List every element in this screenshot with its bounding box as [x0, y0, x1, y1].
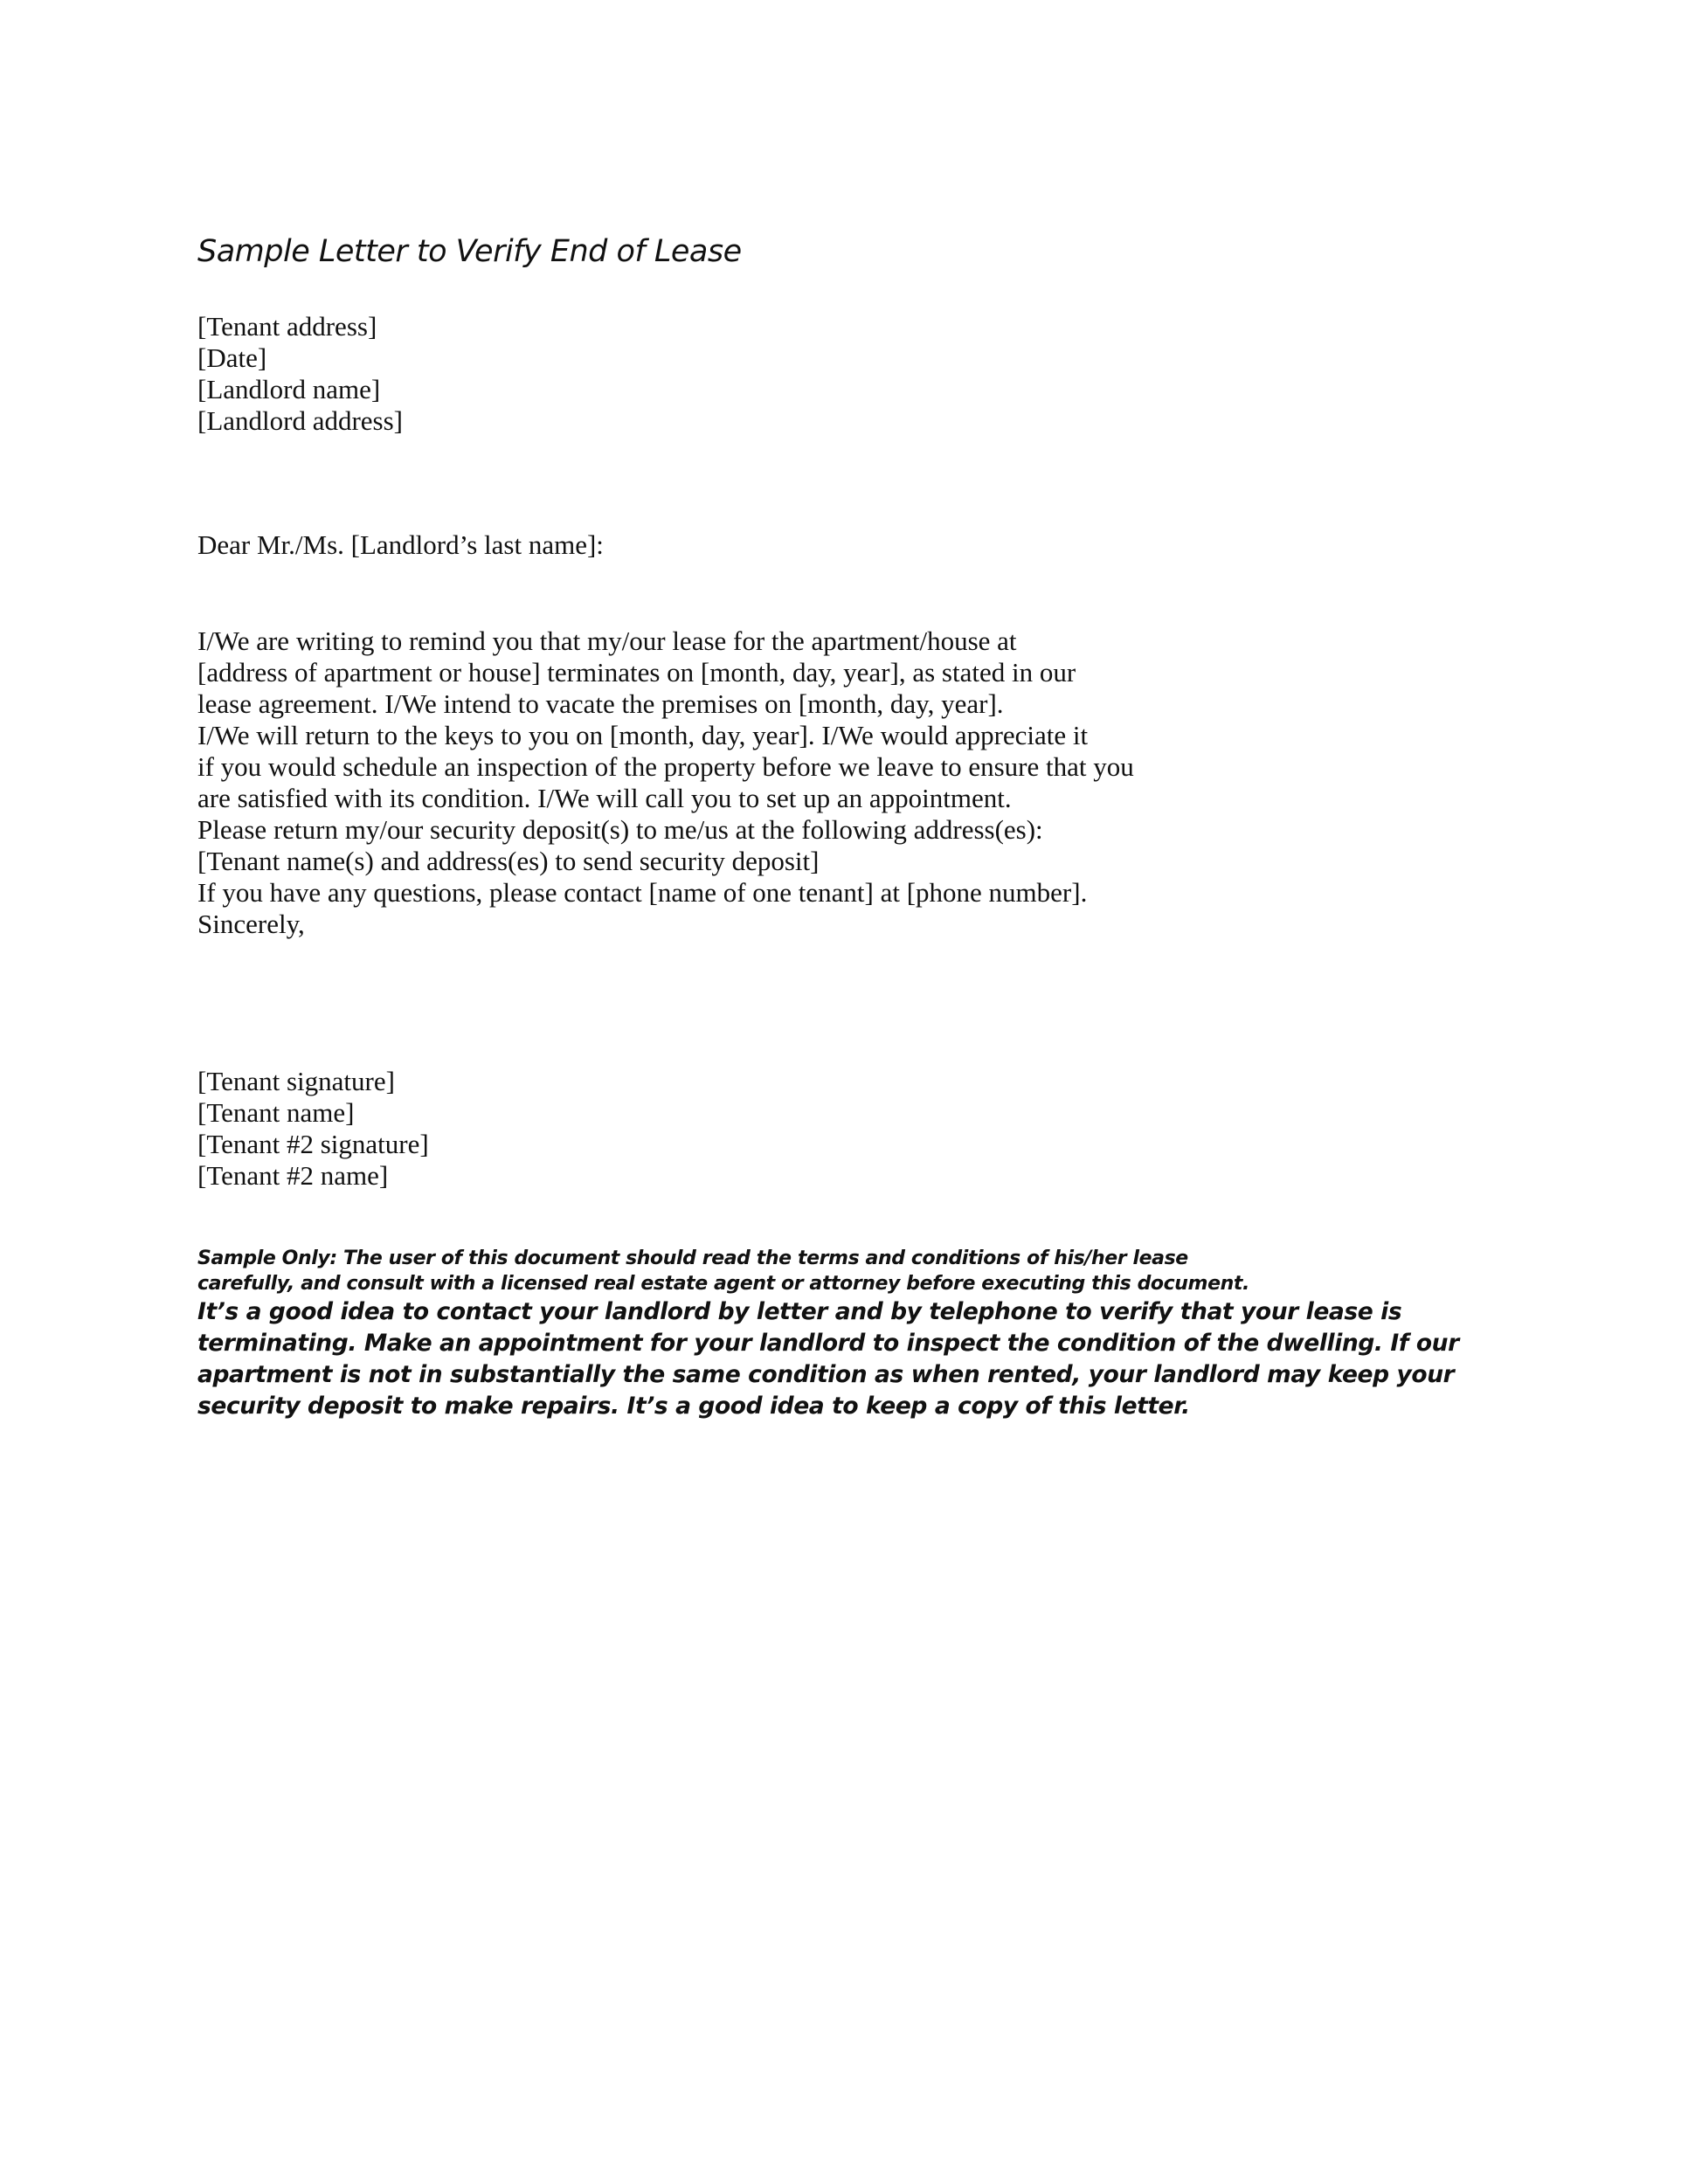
- advice-line: security deposit to make repairs. It’s a good idea to keep a copy of this letter.: [197, 1393, 1190, 1420]
- tenant-name-line: [Tenant name]: [197, 1097, 355, 1128]
- address-block: [197, 311, 1525, 437]
- date-line: [Date]: [197, 342, 267, 373]
- advice-note: [197, 1296, 1525, 1422]
- body-line: [Tenant name(s) and address(es) to send security deposit]: [197, 846, 820, 876]
- advice-line: apartment is not in substantially the same condition as when rented, your landlord may keep your: [197, 1361, 1455, 1388]
- body-line: are satisfied with its condition. I/We will call you to set up an appointment.: [197, 783, 1012, 813]
- disclaimer-note: [197, 1246, 1525, 1296]
- body-line: if you would schedule an inspection of the property before we leave to ensure that you: [197, 751, 1134, 782]
- body-line: I/We are writing to remind you that my/our lease for the apartment/house at: [197, 625, 1017, 656]
- tenant2-signature-line: [Tenant #2 signature]: [197, 1129, 429, 1159]
- advice-line: terminating. Make an appointment for your landlord to inspect the condition of the dwelling. If our: [197, 1330, 1459, 1357]
- tenant2-name-line: [Tenant #2 name]: [197, 1160, 389, 1191]
- body-line: lease agreement. I/We intend to vacate the premises on [month, day, year].: [197, 688, 1004, 719]
- body-line: I/We will return to the keys to you on [month, day, year]. I/We would appreciate it: [197, 720, 1089, 750]
- body-line: Please return my/our security deposit(s) to me/us at the following address(es):: [197, 814, 1043, 845]
- signature-block: [197, 1066, 1525, 1192]
- advice-line: It’s a good idea to contact your landlord by letter and by telephone to verify that your lease is: [197, 1298, 1402, 1325]
- salutation: Dear Mr./Ms. [Landlord’s last name]:: [197, 529, 604, 560]
- letter-content: [197, 229, 1525, 1422]
- closing-line: Sincerely,: [197, 909, 305, 939]
- landlord-address-line: [Landlord address]: [197, 405, 403, 436]
- body-line: If you have any questions, please contact [name of one tenant] at [phone number].: [197, 877, 1088, 908]
- landlord-name-line: [Landlord name]: [197, 374, 381, 404]
- tenant-signature-line: [Tenant signature]: [197, 1066, 395, 1096]
- disclaimer-line: carefully, and consult with a licensed real estate agent or attorney before executing this document.: [197, 1273, 1249, 1295]
- disclaimer-line: Sample Only: The user of this document should read the terms and conditions of his/her lease: [197, 1248, 1188, 1269]
- tenant-address-line: [Tenant address]: [197, 311, 377, 342]
- body-line: [address of apartment or house] terminates on [month, day, year], as stated in our: [197, 657, 1076, 688]
- document-title: Sample Letter to Verify End of Lease: [197, 234, 742, 269]
- letter-body: [197, 625, 1525, 940]
